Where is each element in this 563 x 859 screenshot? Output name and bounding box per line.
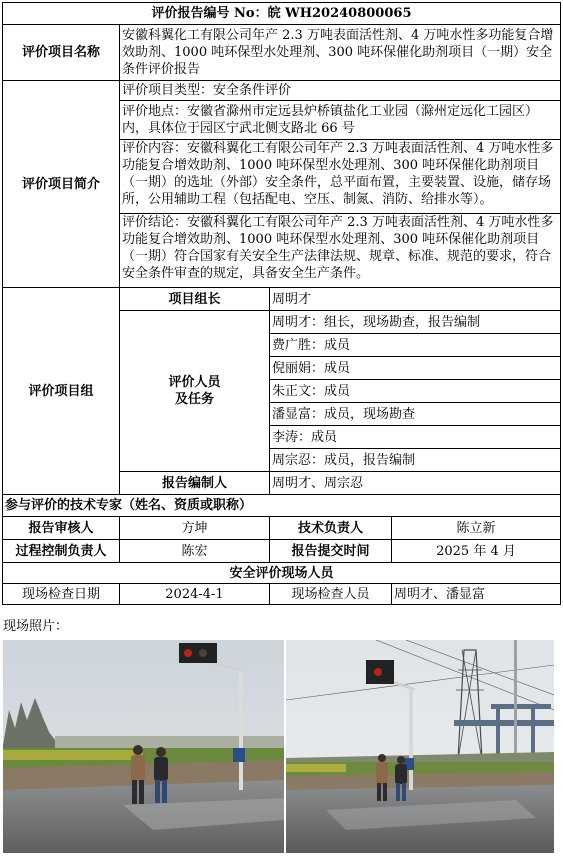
team-member: 潘显富：成员，现场勘查 bbox=[270, 403, 561, 426]
process-control: 陈宏 bbox=[120, 540, 270, 563]
project-conclusion: 评价结论：安徽科翼化工有限公司年产 2.3 万吨表面活性剂、4 万吨水性多功能复合增效助剂、1000 吨环保型水处理剂、300 吨环保催化助剂项目（一期）符合国家有关安全生产法律法规、规章、标准、规范的要求，符合安全条件审查的规定，具备安全生产条件。 bbox=[120, 214, 561, 288]
project-location: 评价地点：安徽省滁州市定远县炉桥镇盐化工业园（滁州定远化工园区）内，具体位于园区宁武北侧支路北 66 号 bbox=[120, 101, 561, 140]
onsite-date: 2024-4-1 bbox=[120, 584, 270, 605]
team-member: 倪丽娟：成员 bbox=[270, 357, 561, 380]
project-content: 评价内容：安徽科翼化工有限公司年产 2.3 万吨表面活性剂、4 万吨水性多功能复合增效助剂、1000 吨环保型水处理剂、300 吨环保催化助剂项目（一期）的选址（外部）安全条件，总平面布置，主要装置、设施，储存场所，公用辅助工程（包括配电、空压、制氮、消防、给排水等）。 bbox=[120, 140, 561, 214]
project-name-label: 评价项目名称 bbox=[3, 25, 120, 81]
team-members-label: 评价人员 及任务 bbox=[120, 311, 270, 472]
team-label: 评价项目组 bbox=[3, 288, 120, 495]
tech-lead: 陈立新 bbox=[392, 517, 561, 540]
project-summary-label: 评价项目简介 bbox=[3, 81, 120, 288]
submit-time: 2025 年 4 月 bbox=[392, 540, 561, 563]
team-member: 周宗忍：成员，报告编制 bbox=[270, 449, 561, 472]
project-type: 评价项目类型：安全条件评价 bbox=[120, 81, 561, 101]
team-member: 费广胜：成员 bbox=[270, 334, 561, 357]
reviewer-label: 报告审核人 bbox=[3, 517, 120, 540]
team-leader: 周明才 bbox=[270, 288, 561, 311]
tech-lead-label: 技术负责人 bbox=[270, 517, 392, 540]
experts-label: 参与评价的技术专家（姓名、资质或职称） bbox=[3, 495, 561, 517]
team-leader-label: 项目组长 bbox=[120, 288, 270, 311]
onsite-people-label: 现场检查人员 bbox=[270, 584, 392, 605]
team-member: 周明才：组长，现场勘查，报告编制 bbox=[270, 311, 561, 334]
report-author-label: 报告编制人 bbox=[120, 472, 270, 495]
onsite-label: 安全评价现场人员 bbox=[3, 563, 561, 584]
photos-label: 现场照片： bbox=[3, 619, 69, 634]
report-number: 评价报告编号 No：皖 WH20240800065 bbox=[3, 3, 561, 25]
site-photo-1 bbox=[3, 640, 284, 853]
project-name-value: 安徽科翼化工有限公司年产 2.3 万吨表面活性剂、4 万吨水性多功能复合增效助剂、1000 吨环保型水处理剂、300 吨环保催化助剂项目（一期）安全条件评价报告 bbox=[120, 25, 561, 81]
report-table bbox=[2, 2, 561, 605]
submit-time-label: 报告提交时间 bbox=[270, 540, 392, 563]
site-photo-2 bbox=[286, 640, 554, 853]
reviewer: 方坤 bbox=[120, 517, 270, 540]
team-member: 朱正文：成员 bbox=[270, 380, 561, 403]
team-member: 李涛：成员 bbox=[270, 426, 561, 449]
onsite-date-label: 现场检查日期 bbox=[3, 584, 120, 605]
onsite-people: 周明才、潘显富 bbox=[392, 584, 561, 605]
report-author: 周明才、周宗忍 bbox=[270, 472, 561, 495]
process-control-label: 过程控制负责人 bbox=[3, 540, 120, 563]
